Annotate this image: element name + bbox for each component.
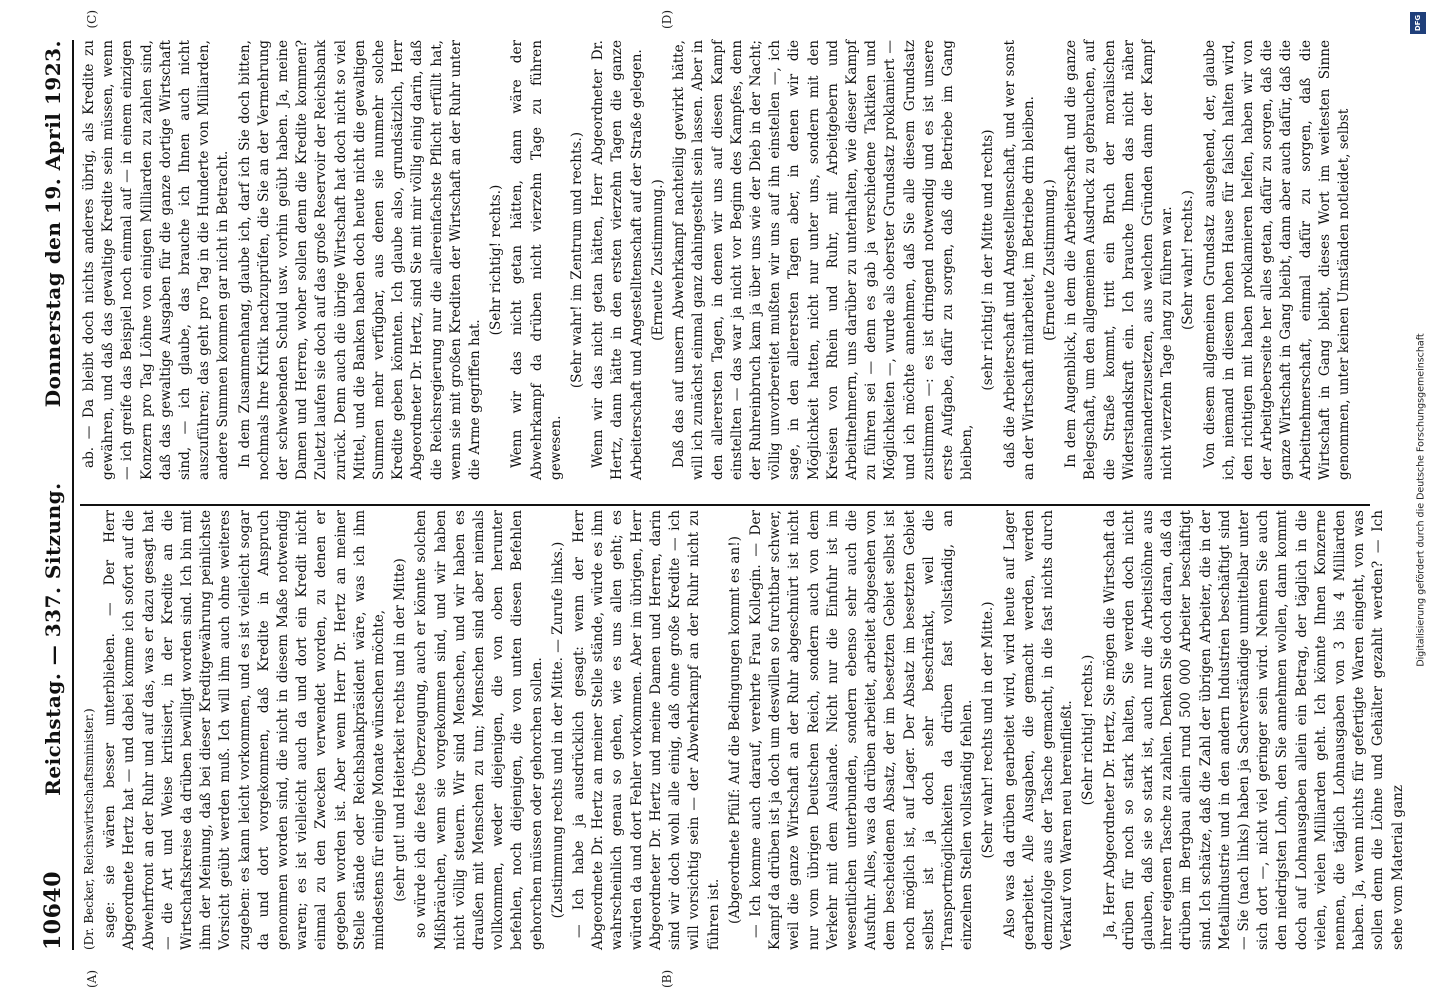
paragraph: sage: sie wären besser unterblieben. — Der Herr Abgeordnete Hertz hat — und dabei komme ich sofort auf die Abwehrfront an der Ruhr und auf das, was er dazu gesagt hat — die Art und Weise kritisiert, in der Kredite an die Wirtschaftskreise da drüben bewilligt worden sind. Ich bin mit ihm der Meinung, daß bei dieser Kreditgewährung peinlichste Vorsicht geübt werden muß. Ich will ihm auch ohne weiteres zugeben: es kann leicht vorkommen, und es ist vielleicht sogar da und dort vorgekommen, daß Kredite in Anspruch genommen worden sind, die nicht in diesem Maße notwendig waren; es ist vielleicht auch da und dort ein Kredit nicht einmal zu den Zwecken verwendet worden, zu denen er gegeben worden ist. Aber wenn Herr Dr. Hertz an meiner Stelle stände oder Reichsbankpräsident wäre, was ich ihm mindestens für einige Monate wünschen möchte,: [102, 510, 388, 950]
interjection: (Erneute Zustimmung.): [1041, 179, 1058, 341]
dfg-logo-text: DFG: [1414, 14, 1422, 32]
interjection: (Sehr richtig! rechts.): [488, 184, 505, 336]
paragraph: Von diesem allgemeinen Grundsatz ausgehend, der, glaube ich, niemand in diesem hohen Hause für falsch halten wird, den richtigen mit haben proklamieren helfen, haben wir von der Arbeitgeberseite her alles getan, dafür zu sorgen, daß die ganze Wirtschaft in Gang bleibt, dann aber auch dafür, daß die Arbeitnehmerschaft, einmal dafür zu sorgen, daß die Wirtschaft in Gang bleibt, dieses Wort im weitesten Sinne genommen, unter keinen Umständen notleidet, selbst: [1201, 40, 1352, 480]
interjection: (Abgeordnete Pfülf: Auf die Bedingungen kommt es an!): [726, 536, 743, 924]
session-date: Donnerstag den 19. April 1923.: [41, 40, 65, 408]
credit-text: Digitalisierung gefördert durch die Deutsche Forschungsgemeinschaft: [1415, 333, 1427, 667]
text-columns: [80, 40, 1406, 950]
paragraph: ab. — Da bleibt doch nichts anderes übrig, als Kredite zu gewähren, und daß das gewaltige Kredite sein müssen, wenn — ich greife das Beispiel noch einmal auf — in einem einzigen Konzern pro Tag Löhne von einigen Milliarden zu zahlen sind, daß das gewaltige Ausgaben für die ganze dortige Wirtschaft sind, — ich glaube, das brauche ich Ihnen auch nicht auszuführen; das geht pro Tag in die Hunderte von Milliarden, andere Summen kommen gar nicht in Betracht.: [81, 40, 232, 480]
interjection: (Sehr wahr! im Zentrum und rechts.): [569, 131, 586, 389]
paragraph: Also was da drüben gearbeitet wird, wird heute auf Lager gearbeitet. Alle Ausgaben, die gemacht werden, werden demzufolge aus der Tasche gemacht, in die fast nichts durch Verkauf von Waren neu hereinfließt.: [1001, 510, 1076, 950]
margin-marker-a: (A): [85, 969, 99, 988]
margin-marker-b: (B): [660, 969, 674, 988]
dfg-logo-badge: [1410, 12, 1426, 34]
digitization-credit: [1410, 10, 1432, 990]
session-title: Reichstag. — 337. Sitzung.: [41, 482, 65, 796]
speaker-note: (Dr. Becker, Reichswirtschaftsminister.): [82, 708, 96, 950]
paragraph: In dem Zusammenhang, glaube ich, darf ich Sie doch bitten, nochmals Ihre Kritik nachzuprüfen, die Sie an der Vermehrung der schwebenden Schuld usw. vorhin geübt haben. Ja, meine Damen und Herren, woher sollen denn die Kredite kommen? Zuletzt laufen sie doch auf das große Reservoir der Reichsbank zurück. Denn auch die übrige Wirtschaft hat doch nicht so viel Mittel, und die Banken haben doch heute nicht die gewaltigen Summen mehr verfügbar, aus denen sie nunmehr solche Kredite geben könnten. Ich glaube also, grundsätzlich, Herr Abgeordneter Dr. Hertz, sind Sie mit mir völlig einig darin, daß die Reichsregierung nur die allereinfachste Pflicht erfüllt hat, wenn sie mit großen Krediten der Wirtschaft an der Ruhr unter die Arme gegriffen hat.: [236, 40, 484, 480]
paragraph: In dem Augenblick, in dem die Arbeiterschaft und die ganze Belegschaft, um den allgemeinen Ausdruck zu gebrauchen, auf die Straße kommt, tritt ein Bruch der moralischen Widerstandskraft ein. Ich brauche Ihnen das nicht näher auseinanderzusetzen, aus welchen Gründen dann der Kampf nicht vierzehn Tage lang zu führen war.: [1063, 40, 1176, 480]
margin-marker-d: (D): [660, 10, 674, 29]
paragraph: Daß das auf unsern Abwehrkampf nachteilig gewirkt hätte, will ich zunächst einmal ganz dahingestellt sein lassen. Aber in den allerersten Tagen, in denen wir uns auf diesen Kampf einstellten — das war ja nicht vor Beginn des Kampfes, denn der Ruhreinbruch kam ja über uns wie der Dieb in der Nacht; völlig unvorbereitet mußten wir uns auf ihn einstellen —, ich sage, in den allerersten Tagen aber, in denen wir die Möglichkeit hatten, nicht nur unter uns, sondern mit den Kreisen von Rhein und Ruhr, mit Arbeitgebern und Arbeitnehmern, uns darüber zu unterhalten, wie dieser Kampf zu führen sei — denn es gab ja verschiedene Taktiken und Möglichkeiten —, wurde als oberster Grundsatz proklamiert — und ich möchte annehmen, daß Sie alle diesem Grundsatz zustimmen —: es ist dringend notwendig und es ist unsere erste Aufgabe, dafür zu sorgen, daß die Betriebe im Gang bleiben,: [671, 40, 976, 480]
right-column: [80, 40, 1370, 480]
left-column: [80, 510, 1406, 950]
interjection: (Sehr wahr! rechts.): [1180, 190, 1197, 330]
paragraph: so würde ich die feste Überzeugung, auch er könnte solchen Mißbräuchen, wenn sie vorgekommen sind, und wir haben nicht völlig steuern. Wir sind Menschen, und wir haben es draußen mit Menschen zu tun; Menschen sind aber niemals vollkommen, weder diejenigen, die von oben herunter befehlen, noch diejenigen, die von unten diesen Befehlen gehorchen müssen oder gehorchen sollen.: [413, 510, 545, 950]
interjection: (sehr gut! und Heiterkeit rechts und in der Mitte): [392, 558, 409, 902]
paragraph: Ja, Herr Abgeordneter Dr. Hertz, Sie mögen die Wirtschaft da drüben für noch so stark halten, Sie werden doch nicht glauben, daß sie so stark ist, auch nur die Arbeitslöhne aus ihrer eigenen Tasche zu zahlen. Denken Sie doch daran, daß da drüben im Bergbau allein rund 500 000 Arbeiter beschäftigt sind. Ich schätze, daß die Zahl der übrigen Arbeiter, die in der Metallindustrie und in den andern Industrien beschäftigt sind — Sie (nach links) haben ja Sachverständige unmittelbar unter sich dort —, nicht viel geringer sein wird. Nehmen Sie auch den niedrigsten Lohn, den Sie annehmen wollen, dann kommt doch auf Lohnausgaben allein ein Betrag, der täglich in die vielen, vielen Milliarden geht. Ich könnte Ihnen Konzerne nennen, die täglich Lohnausgaben von 3 bis 4 Milliarden haben. Ja, wenn nichts für gefertigte Waren eingeht, von was sollen denn die Löhne und Gehälter gezahlt werden? — Ich sehe vom Material ganz: [1101, 510, 1406, 950]
interjection: (Zustimmung rechts und in der Mitte. — Zurufe links.): [549, 541, 566, 919]
paragraph: Wenn wir das nicht getan hätten, dann wäre der Abwehrkampf da drüben nicht vierzehn Tage zu führen gewesen.: [509, 40, 564, 480]
interjection: (Sehr wahr! rechts und in der Mitte.): [980, 601, 997, 859]
interjection: (Erneute Zustimmung.): [649, 179, 666, 341]
paragraph: — Ich habe ja ausdrücklich gesagt: wenn der Herr Abgeordnete Dr. Hertz an meiner Stelle stände, würde es ihm wahrscheinlich genau so gehen, wie es uns allen geht; es würden da und dort Fehler vorkommen. Aber im übrigen, Herr Abgeordneter Dr. Hertz und meine Damen und Herren, darin sind wir doch wohl alle einig, daß ohne große Kredite — ich will vorsichtig sein — der Abwehrkampf an der Ruhr nicht zu führen ist.: [571, 510, 722, 950]
page-number: 10640: [40, 870, 66, 950]
paragraph: daß die Arbeiterschaft und Angestelltenschaft, und wer sonst an der Wirtschaft mitarbeitet, im Betriebe drin bleiben.: [1001, 40, 1037, 480]
paragraph: Wenn wir das nicht getan hätten, Herr Abgeordneter Dr. Hertz, dann hätte in den ersten vierzehn Tagen die ganze Arbeiterschaft und Angestelltenschaft auf der Straße gelegen.: [590, 40, 645, 480]
page-header: [40, 40, 74, 950]
margin-marker-c: (C): [85, 10, 99, 29]
interjection: (Sehr richtig! rechts.): [1080, 654, 1097, 806]
paragraph: — Ich komme auch darauf, verehrte Frau Kollegin. — Der Kampf da drüben ist ja doch um deswillen so furchtbar schwer, weil die ganze Wirtschaft an der Ruhr abgeschnürt ist nicht nur vom übrigen Deutschen Reich, sondern auch von dem Verkehr mit dem Auslande. Nicht nur die Einfuhr ist im wesentlichen unterbunden, sondern ebenso sehr auch die Ausfuhr. Alles, was da drüben arbeitet, arbeitet abgesehen von dem bescheidenen Absatz, der im besetzten Gebiet selbst ist noch möglich ist, auf Lager. Der Absatz im besetzten Gebiet selbst ist ja doch sehr beschränkt, weil die Transportmöglichkeiten da drüben fast vollständig, an einzelnen Stellen vollständig fehlen.: [747, 510, 976, 950]
interjection: (sehr richtig! in der Mitte und rechts): [980, 129, 997, 391]
